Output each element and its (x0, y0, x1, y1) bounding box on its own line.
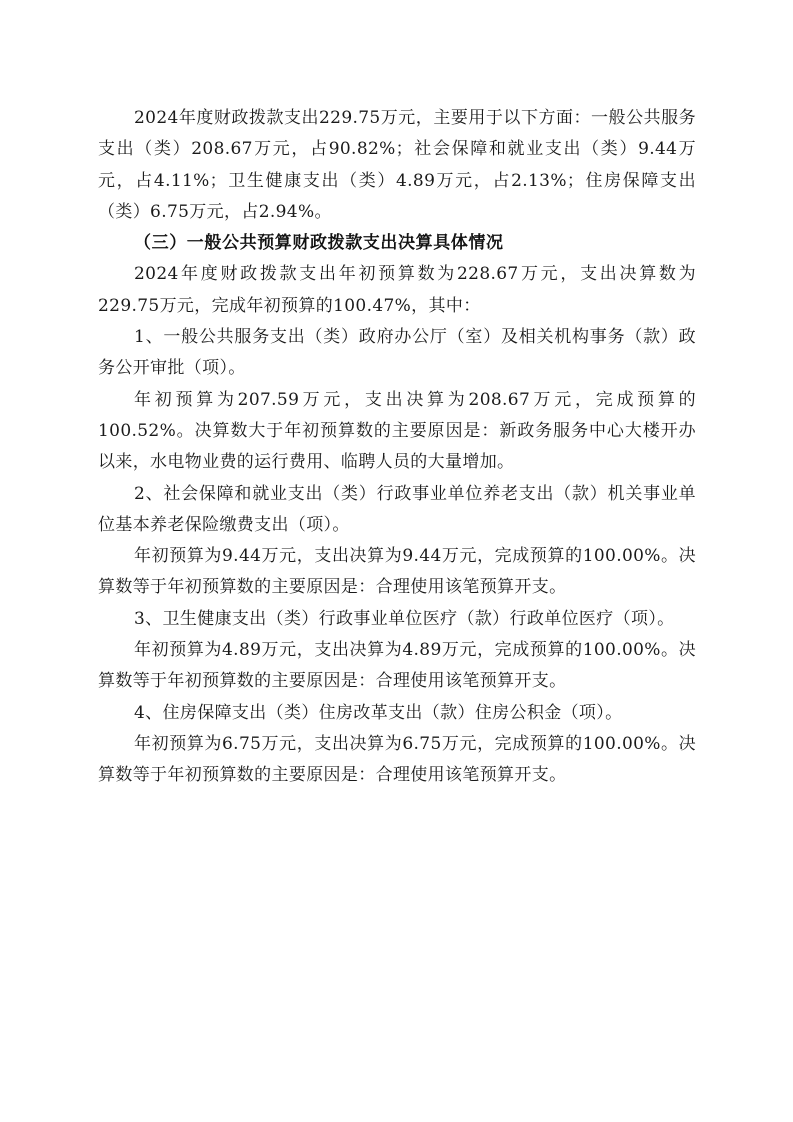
paragraph-expenditure-summary: 2024年度财政拨款支出229.75万元，主要用于以下方面：一般公共服务支出（类）208.67万元，占90.82%；社会保障和就业支出（类）9.44万元，占4.11%；卫生健康支出（类）4.89万元，占2.13%；住房保障支出（类）6.75万元，占2.94%。 (98, 108, 696, 222)
section-heading: （三）一般公共预算财政拨款支出决算具体情况 (134, 233, 504, 254)
item-2-body: 年初预算为9.44万元，支出决算为9.44万元，完成预算的100.00%。决算数等于年初预算数的主要原因是：合理使用该笔预算开支。 (98, 546, 696, 598)
item-1-title: 1、一般公共服务支出（类）政府办公厅（室）及相关机构事务（款）政务公开审批（项）。 (98, 327, 696, 379)
item-3-body: 年初预算为4.89万元，支出决算为4.89万元，完成预算的100.00%。决算数等于年初预算数的主要原因是：合理使用该笔预算开支。 (98, 640, 696, 692)
paragraph-budget-overview: 2024年度财政拨款支出年初预算数为228.67万元，支出决算数为229.75万元，完成年初预算的100.47%，其中： (98, 264, 696, 316)
item-3-title: 3、卫生健康支出（类）行政事业单位医疗（款）行政单位医疗（项）。 (134, 608, 675, 629)
item-2-title: 2、社会保障和就业支出（类）行政事业单位养老支出（款）机关事业单位基本养老保险缴费支出（项）。 (98, 483, 696, 535)
item-4-body: 年初预算为6.75万元，支出决算为6.75万元，完成预算的100.00%。决算数等于年初预算数的主要原因是：合理使用该笔预算开支。 (98, 733, 696, 786)
item-1-body: 年初预算为207.59万元，支出决算为208.67万元，完成预算的100.52%。决算数大于年初预算数的主要原因是：新政务服务中心大楼开办以来，水电物业费的运行费用、临聘人员的大量增加。 (98, 389, 696, 473)
document-body (98, 103, 696, 792)
item-4-title: 4、住房保障支出（类）住房改革支出（款）住房公积金（项）。 (134, 702, 623, 723)
